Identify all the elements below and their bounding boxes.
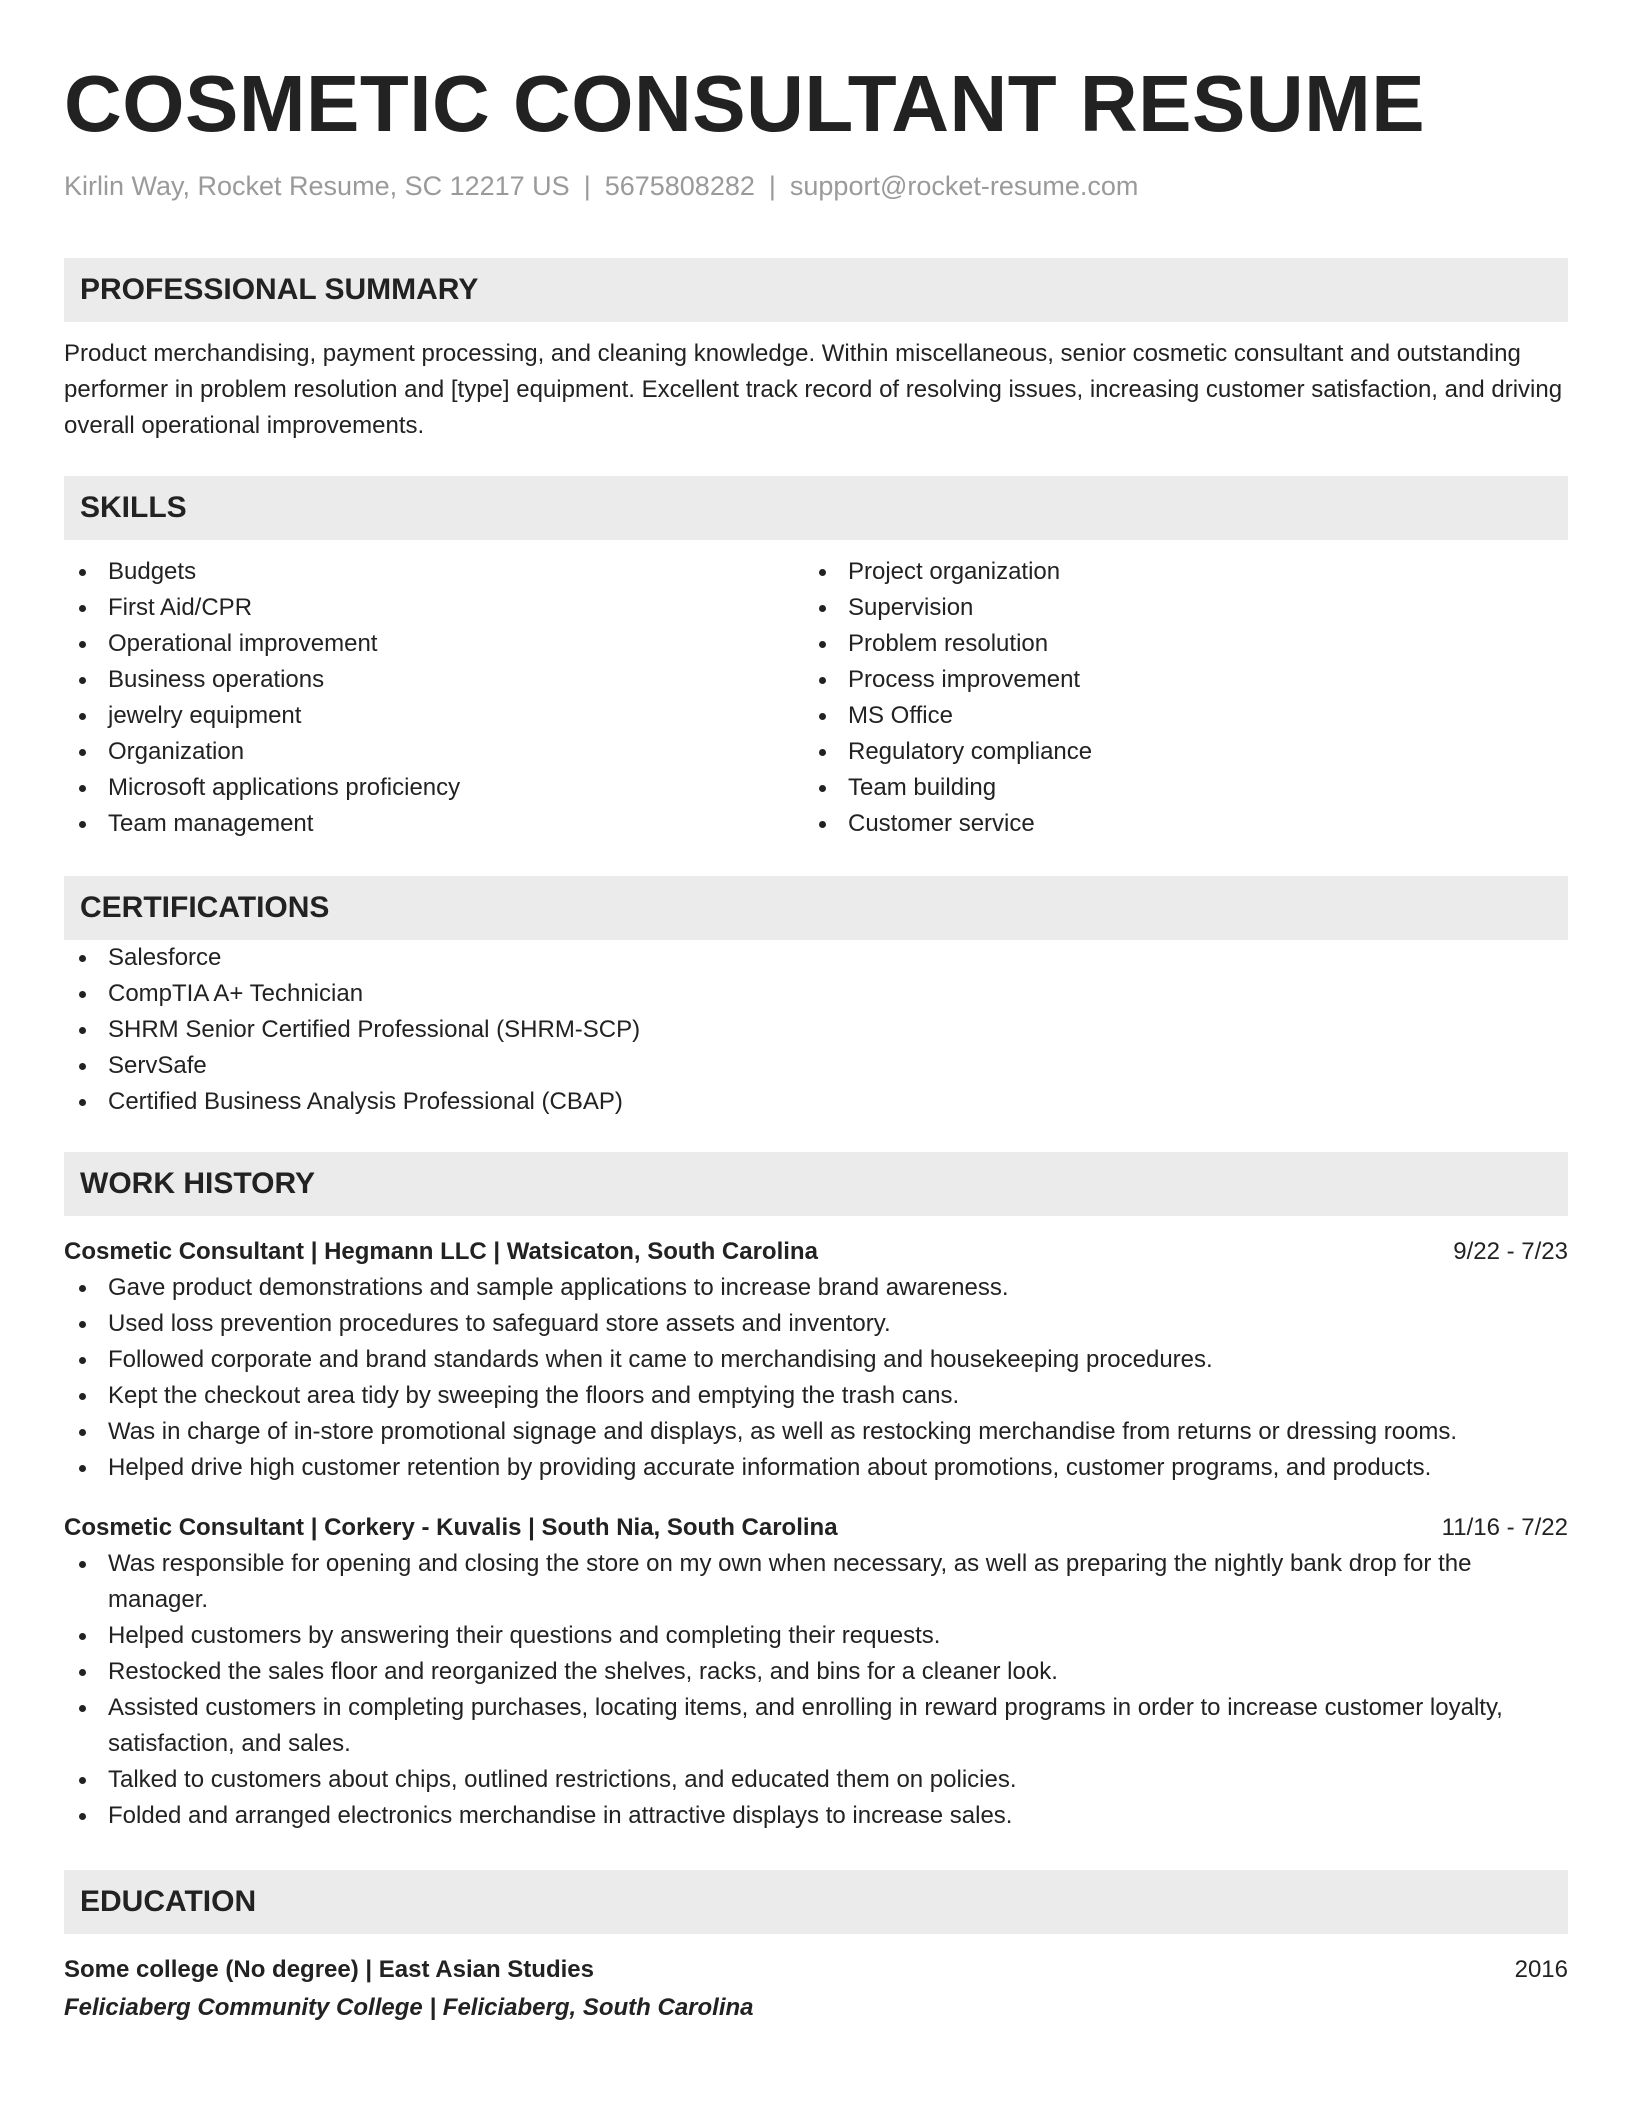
job-duties bbox=[64, 1270, 1568, 1486]
skill-item: Project organization bbox=[804, 554, 1544, 590]
skill-item: MS Office bbox=[804, 698, 1544, 734]
summary-heading: PROFESSIONAL SUMMARY bbox=[64, 258, 1568, 322]
work-history-heading: WORK HISTORY bbox=[64, 1152, 1568, 1216]
skill-item: Supervision bbox=[804, 590, 1544, 626]
skill-item: Regulatory compliance bbox=[804, 734, 1544, 770]
education-degree: Some college (No degree) | East Asian Studies bbox=[64, 1956, 594, 1983]
job-duty: Was in charge of in-store promotional signage and displays, as well as restocking merchandise from returns or dressing rooms. bbox=[64, 1414, 1568, 1450]
certifications-list bbox=[64, 940, 1568, 1120]
job-title: Cosmetic Consultant | Hegmann LLC | Watsicaton, South Carolina bbox=[64, 1238, 818, 1265]
education-school: Feliciaberg Community College | Feliciaberg, South Carolina bbox=[64, 1994, 754, 2021]
skill-item: Team building bbox=[804, 770, 1544, 806]
job-entry bbox=[64, 1234, 1568, 1486]
skill-item: Microsoft applications proficiency bbox=[64, 770, 804, 806]
skill-item: Customer service bbox=[804, 806, 1544, 842]
job-duty: Helped customers by answering their questions and completing their requests. bbox=[64, 1618, 1568, 1654]
skill-item: Process improvement bbox=[804, 662, 1544, 698]
job-duty: Gave product demonstrations and sample applications to increase brand awareness. bbox=[64, 1270, 1568, 1306]
summary-text: Product merchandising, payment processing, and cleaning knowledge. Within miscellaneous, senior cosmetic consultant and outstanding performer in problem resolution and [type] equipment. Excellent track record of resolving issues, increasing customer satisfaction, and driving overall operational improvements. bbox=[64, 340, 1563, 439]
education-heading: EDUCATION bbox=[64, 1870, 1568, 1934]
job-entry bbox=[64, 1510, 1568, 1834]
job-dates: 9/22 - 7/23 bbox=[1453, 1238, 1568, 1265]
job-duty: Folded and arranged electronics merchandise in attractive displays to increase sales. bbox=[64, 1798, 1568, 1834]
job-duty: Helped drive high customer retention by providing accurate information about promotions, customer programs, and products. bbox=[64, 1450, 1568, 1486]
contact-separator: | bbox=[768, 171, 776, 201]
skill-item: Team management bbox=[64, 806, 804, 842]
skills-grid bbox=[64, 554, 1568, 842]
job-dates: 11/16 - 7/22 bbox=[1441, 1514, 1568, 1541]
skill-item: Organization bbox=[64, 734, 804, 770]
certification-item: Certified Business Analysis Professional (CBAP) bbox=[64, 1084, 1568, 1120]
education-year: 2016 bbox=[1514, 1956, 1568, 1983]
contact-address: Kirlin Way, Rocket Resume, SC 12217 US bbox=[64, 171, 570, 201]
certification-item: SHRM Senior Certified Professional (SHRM-SCP) bbox=[64, 1012, 1568, 1048]
job-header bbox=[64, 1510, 1568, 1546]
job-duty: Talked to customers about chips, outlined restrictions, and educated them on policies. bbox=[64, 1762, 1568, 1798]
job-title: Cosmetic Consultant | Corkery - Kuvalis | South Nia, South Carolina bbox=[64, 1514, 838, 1541]
skills-left-column bbox=[64, 554, 804, 842]
resume-title: COSMETIC CONSULTANT RESUME bbox=[64, 59, 1426, 148]
job-duty: Kept the checkout area tidy by sweeping the floors and emptying the trash cans. bbox=[64, 1378, 1568, 1414]
certification-item: Salesforce bbox=[64, 940, 1568, 976]
education-header bbox=[64, 1952, 1568, 1988]
contact-line bbox=[64, 168, 1568, 204]
job-duties bbox=[64, 1546, 1568, 1834]
job-duty: Restocked the sales floor and reorganized the shelves, racks, and bins for a cleaner look. bbox=[64, 1654, 1568, 1690]
skill-item: Business operations bbox=[64, 662, 804, 698]
certification-item: CompTIA A+ Technician bbox=[64, 976, 1568, 1012]
skill-item: Problem resolution bbox=[804, 626, 1544, 662]
job-duty: Was responsible for opening and closing the store on my own when necessary, as well as preparing the nightly bank drop for the manager. bbox=[64, 1546, 1568, 1618]
skill-item: First Aid/CPR bbox=[64, 590, 804, 626]
skills-right-column bbox=[804, 554, 1544, 842]
contact-separator: | bbox=[583, 171, 591, 201]
contact-email: support@rocket-resume.com bbox=[789, 171, 1139, 201]
skill-item: Budgets bbox=[64, 554, 804, 590]
job-header bbox=[64, 1234, 1568, 1270]
certifications-heading: CERTIFICATIONS bbox=[64, 876, 1568, 940]
certification-item: ServSafe bbox=[64, 1048, 1568, 1084]
job-duty: Followed corporate and brand standards when it came to merchandising and housekeeping procedures. bbox=[64, 1342, 1568, 1378]
job-duty: Used loss prevention procedures to safeguard store assets and inventory. bbox=[64, 1306, 1568, 1342]
job-duty: Assisted customers in completing purchases, locating items, and enrolling in reward programs in order to increase customer loyalty, satisfaction, and sales. bbox=[64, 1690, 1568, 1762]
skill-item: jewelry equipment bbox=[64, 698, 804, 734]
contact-phone: 5675808282 bbox=[604, 171, 755, 201]
skills-heading: SKILLS bbox=[64, 476, 1568, 540]
skill-item: Operational improvement bbox=[64, 626, 804, 662]
